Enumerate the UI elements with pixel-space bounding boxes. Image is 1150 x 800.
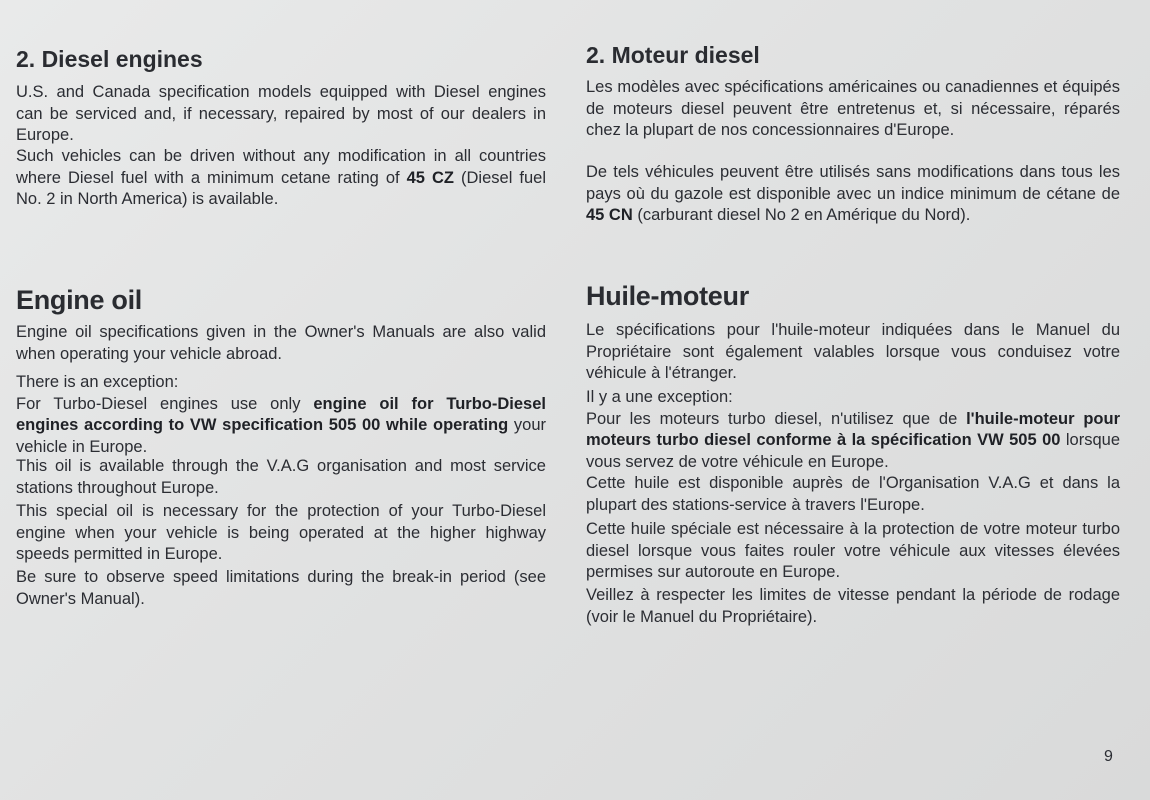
oil-spec-bold: engine oil for Turbo-Diesel engines according to VW specification 505 00 while operating [16, 394, 546, 434]
diesel-paragraph-1: U.S. and Canada specification models equipped with Diesel engines can be serviced and, if necessary, repaired by most of our dealers in Europe. [16, 83, 546, 144]
huile-p2-text: Pour les moteurs turbo diesel, n'utilisez que de [586, 409, 967, 428]
oil-p2-text-end: your vehicle in Europe. [16, 416, 546, 456]
diesel-engines-heading: 2. Diesel engines [16, 46, 203, 72]
moteur-p2-text: De tels véhicules peuvent être utilisés sans modifications dans tous les pays où du gazole est disponible avec un indice minimum de cétane de [586, 163, 1120, 203]
huile-paragraph-5: Veillez à respecter les limites de vitesse pendant la période de rodage (voir le Manuel du Propriétaire). [586, 586, 1120, 626]
cetane-rating: 45 CZ [406, 168, 454, 187]
oil-p2-text: For Turbo-Diesel engines use only [16, 394, 314, 413]
huile-paragraph-3: Cette huile est disponible auprès de l'Organisation V.A.G et dans la plupart des stations-service à travers l'Europe. [586, 474, 1120, 514]
indice-cetane: 45 CN [586, 206, 633, 224]
oil-paragraph-1: Engine oil specifications given in the Owner's Manuals are also valid when operating your vehicle abroad. [16, 323, 546, 363]
moteur-p2-text-end: (carburant diesel No 2 en Amérique du Nord). [632, 206, 971, 224]
exception-ligne: Il y a une exception: [586, 388, 733, 406]
huile-paragraph-4: Cette huile spéciale est nécessaire à la protection de votre moteur turbo diesel lorsque vous faites rouler votre véhicule aux vitesses élevées permises sur autoroute en Europe. [586, 520, 1120, 581]
huile-p2-text-end: lorsque vous servez de votre véhicule en Europe. [586, 431, 1120, 471]
oil-paragraph-3: This oil is available through the V.A.G organisation and most service stations throughout Europe. [16, 457, 546, 497]
diesel-paragraph-2 [16, 146, 546, 211]
diesel-p2-text-end: (Diesel fuel No. 2 in North America) is available. [16, 168, 546, 208]
engine-oil-heading: Engine oil [16, 285, 143, 315]
oil-paragraph-5: Be sure to observe speed limitations during the break-in period (see Owner's Manual). [16, 568, 546, 608]
huile-spec-bold: l'huile-moteur pour moteurs turbo diesel conforme à la spécification VW 505 00 [586, 409, 1121, 449]
moteur-diesel-heading: 2. Moteur diesel [586, 42, 760, 68]
moteur-diesel-paragraph-2 [586, 162, 1120, 227]
oil-paragraph-4: This special oil is necessary for the protection of your Turbo-Diesel engine when your vehicle is being operated at the higher highway speeds permitted in Europe. [16, 502, 546, 563]
oil-paragraph-2 [16, 372, 546, 458]
huile-paragraph-2 [586, 387, 1120, 473]
page-number: 9 [1104, 748, 1113, 765]
moteur-diesel-paragraph-1: Les modèles avec spécifications américaines ou canadiennes et équipés de moteurs diesel peuvent être entretenus et, si nécessaire, réparés chez la plupart de nos concessionnaires d'Europe. [586, 78, 1120, 139]
huile-paragraph-1: Le spécifications pour l'huile-moteur indiquées dans le Manuel du Propriétaire sont également valables lorsque vous conduisez votre véhicule à l'étranger. [586, 321, 1120, 382]
huile-moteur-heading: Huile-moteur [586, 281, 749, 311]
exception-line: There is an exception: [16, 373, 179, 391]
diesel-p2-text: Such vehicles can be driven without any modification in all countries where Diesel fuel with a minimum cetane rating of [16, 147, 546, 187]
